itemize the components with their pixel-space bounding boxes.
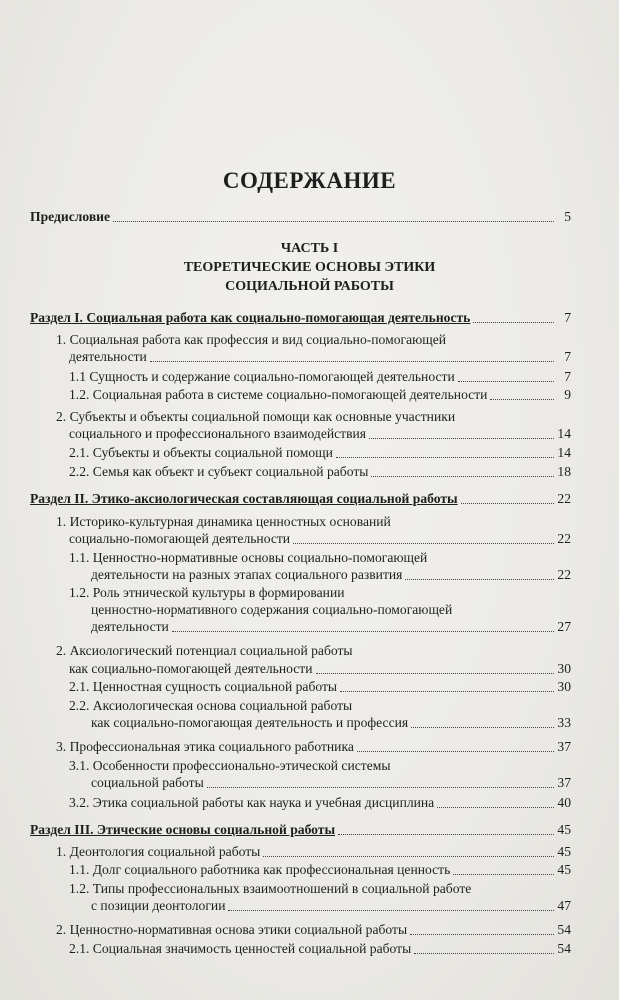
toc-section-2[interactable] — [30, 490, 571, 507]
toc-chapter-text[interactable]: 1. Историко-культурная динамика ценностных оснований — [56, 514, 391, 529]
toc-section-1[interactable] — [30, 309, 571, 326]
toc-page-number: 45 — [557, 862, 571, 877]
toc-page-number: 37 — [557, 775, 571, 790]
dot-leader — [336, 457, 554, 458]
toc-chapter[interactable] — [56, 738, 571, 755]
toc-page-number: 14 — [557, 445, 571, 460]
dot-leader — [172, 631, 554, 632]
toc-chapter[interactable] — [69, 425, 571, 442]
dot-leader — [437, 807, 554, 808]
toc-page-number: 22 — [557, 531, 571, 546]
toc-page-number: 14 — [557, 426, 571, 441]
toc-entry-text: как социально-помогающей деятельности — [69, 661, 313, 676]
toc-entry-text: 2.1. Ценностная сущность социальной работы — [69, 679, 338, 694]
toc-entry-text: 2.1. Субъекты и объекты социальной помощи — [69, 445, 333, 460]
toc-subchapter-text[interactable]: 2.2. Аксиологическая основа социальной работы — [69, 698, 353, 713]
toc-page-number: 30 — [557, 661, 571, 676]
toc-page-number: 22 — [557, 491, 571, 506]
toc-page-number: 30 — [557, 679, 571, 694]
toc-page-number: 5 — [564, 209, 571, 224]
part-label: ЧАСТЬ I — [280, 241, 339, 256]
toc-subchapter[interactable] — [69, 861, 571, 878]
toc-subchapter[interactable] — [69, 444, 571, 461]
toc-subchapter[interactable] — [69, 463, 571, 480]
dot-leader — [263, 856, 554, 857]
dot-leader — [414, 953, 554, 954]
toc-subchapter-text[interactable]: 1.2. Роль этнической культуры в формировании — [69, 585, 345, 600]
toc-entry-text: 2.2. Семья как объект и субъект социальной работы — [69, 464, 369, 479]
toc-page-number: 40 — [557, 795, 571, 810]
toc-section-title: Раздел III. Этические основы социальной работы — [30, 822, 336, 837]
toc-chapter[interactable] — [56, 921, 571, 938]
toc-entry-text: 2. Ценностно-нормативная основа этики социальной работы — [56, 922, 408, 937]
toc-subchapter[interactable] — [91, 618, 571, 635]
dot-leader — [316, 673, 554, 674]
toc-subchapter[interactable] — [91, 566, 571, 583]
part-title-line-1: ТЕОРЕТИЧЕСКИЕ ОСНОВЫ ЭТИКИ — [183, 260, 436, 275]
toc-entry-text: 1. Деонтология социальной работы — [56, 844, 261, 859]
toc-page-number: 33 — [557, 715, 571, 730]
toc-entry-text: 1.1 Сущность и содержание социально-помогающей деятельности — [69, 369, 455, 384]
toc-subchapter-text[interactable]: ценностно-нормативного содержания социально-помогающей — [91, 602, 453, 617]
toc-subchapter[interactable] — [69, 368, 571, 385]
toc-chapter-text[interactable]: 2. Субъекты и объекты социальной помощи как основные участники — [56, 409, 456, 424]
toc-chapter[interactable] — [56, 843, 571, 860]
toc-entry-text: 3. Профессиональная этика социального работника — [56, 739, 354, 754]
toc-subchapter[interactable] — [69, 940, 571, 957]
toc-entry-text: Предисловие — [30, 209, 111, 224]
toc-page-number: 45 — [557, 822, 571, 837]
toc-chapter[interactable] — [69, 348, 571, 365]
toc-subchapter[interactable] — [69, 794, 571, 811]
dot-leader — [453, 874, 554, 875]
toc-entry-text: 3.2. Этика социальной работы как наука и учебная дисциплина — [69, 795, 435, 810]
toc-entry-text: деятельности — [69, 349, 147, 364]
part-title-line-2: СОЦИАЛЬНОЙ РАБОТЫ — [225, 279, 394, 294]
toc-entry-text: деятельности на разных этапах социального развития — [91, 567, 403, 582]
toc-entry-text: как социально-помогающая деятельность и профессия — [91, 715, 409, 730]
toc-entry-text: 1.1. Долг социального работника как профессиональная ценность — [69, 862, 451, 877]
dot-leader — [113, 221, 554, 222]
toc-page-number: 54 — [557, 922, 571, 937]
toc-page-number: 18 — [557, 464, 571, 479]
page-title: СОДЕРЖАНИЕ — [222, 168, 397, 193]
dot-leader — [228, 910, 554, 911]
toc-page-number: 45 — [557, 844, 571, 859]
dot-leader — [458, 381, 554, 382]
dot-leader — [410, 934, 554, 935]
toc-section-title: Раздел I. Социальная работа как социально-помогающая деятельность — [30, 310, 471, 325]
dot-leader — [293, 543, 554, 544]
toc-page-number: 37 — [557, 739, 571, 754]
toc-page-number: 7 — [564, 369, 571, 384]
toc-subchapter-text[interactable]: 1.1. Ценностно-нормативные основы социально-помогающей — [69, 550, 428, 565]
dot-leader — [357, 751, 554, 752]
toc-entry-text: социального и профессионального взаимодействия — [69, 426, 367, 441]
toc-entry-text: 1.2. Социальная работа в системе социально-помогающей деятельности — [69, 387, 488, 402]
toc-page-number: 47 — [557, 898, 571, 913]
toc-subchapter-text[interactable]: 1.2. Типы профессиональных взаимоотношений в социальной работе — [69, 881, 472, 896]
toc-subchapter[interactable] — [69, 678, 571, 695]
dot-leader — [369, 438, 554, 439]
toc-page-number: 9 — [564, 387, 571, 402]
toc-entry-text: 2.1. Социальная значимость ценностей социальной работы — [69, 941, 412, 956]
dot-leader — [405, 579, 554, 580]
dot-leader — [490, 399, 554, 400]
toc-page-number: 22 — [557, 567, 571, 582]
toc-page-number: 7 — [564, 310, 571, 325]
toc-page-number: 27 — [557, 619, 571, 634]
toc-subchapter[interactable] — [91, 714, 571, 731]
dot-leader — [371, 476, 554, 477]
toc-entry-text: с позиции деонтологии — [91, 898, 226, 913]
toc-page-number: 54 — [557, 941, 571, 956]
toc-chapter-text[interactable]: 2. Аксиологический потенциал социальной работы — [56, 643, 353, 658]
toc-entry-text: социально-помогающей деятельности — [69, 531, 291, 546]
toc-entry-preface[interactable] — [30, 208, 571, 225]
toc-subchapter[interactable] — [69, 386, 571, 403]
toc-section-title: Раздел II. Этико-аксиологическая составляющая социальной работы — [30, 491, 458, 506]
toc-page-number: 7 — [564, 349, 571, 364]
dot-leader — [338, 834, 554, 835]
dot-leader — [340, 691, 554, 692]
dot-leader — [150, 361, 554, 362]
toc-chapter[interactable] — [69, 530, 571, 547]
toc-entry-text: деятельности — [91, 619, 169, 634]
toc-subchapter[interactable] — [91, 774, 571, 791]
dot-leader — [461, 503, 554, 504]
dot-leader — [411, 727, 554, 728]
toc-chapter[interactable] — [69, 660, 571, 677]
toc-entry-text: социальной работы — [91, 775, 204, 790]
dot-leader — [473, 322, 554, 323]
toc-section-3[interactable] — [30, 821, 571, 838]
dot-leader — [207, 787, 554, 788]
toc-subchapter[interactable] — [91, 897, 571, 914]
toc-subchapter-text[interactable]: 3.1. Особенности профессионально-этической системы — [69, 758, 391, 773]
toc-chapter-text[interactable]: 1. Социальная работа как профессия и вид социально-помогающей — [56, 332, 447, 347]
